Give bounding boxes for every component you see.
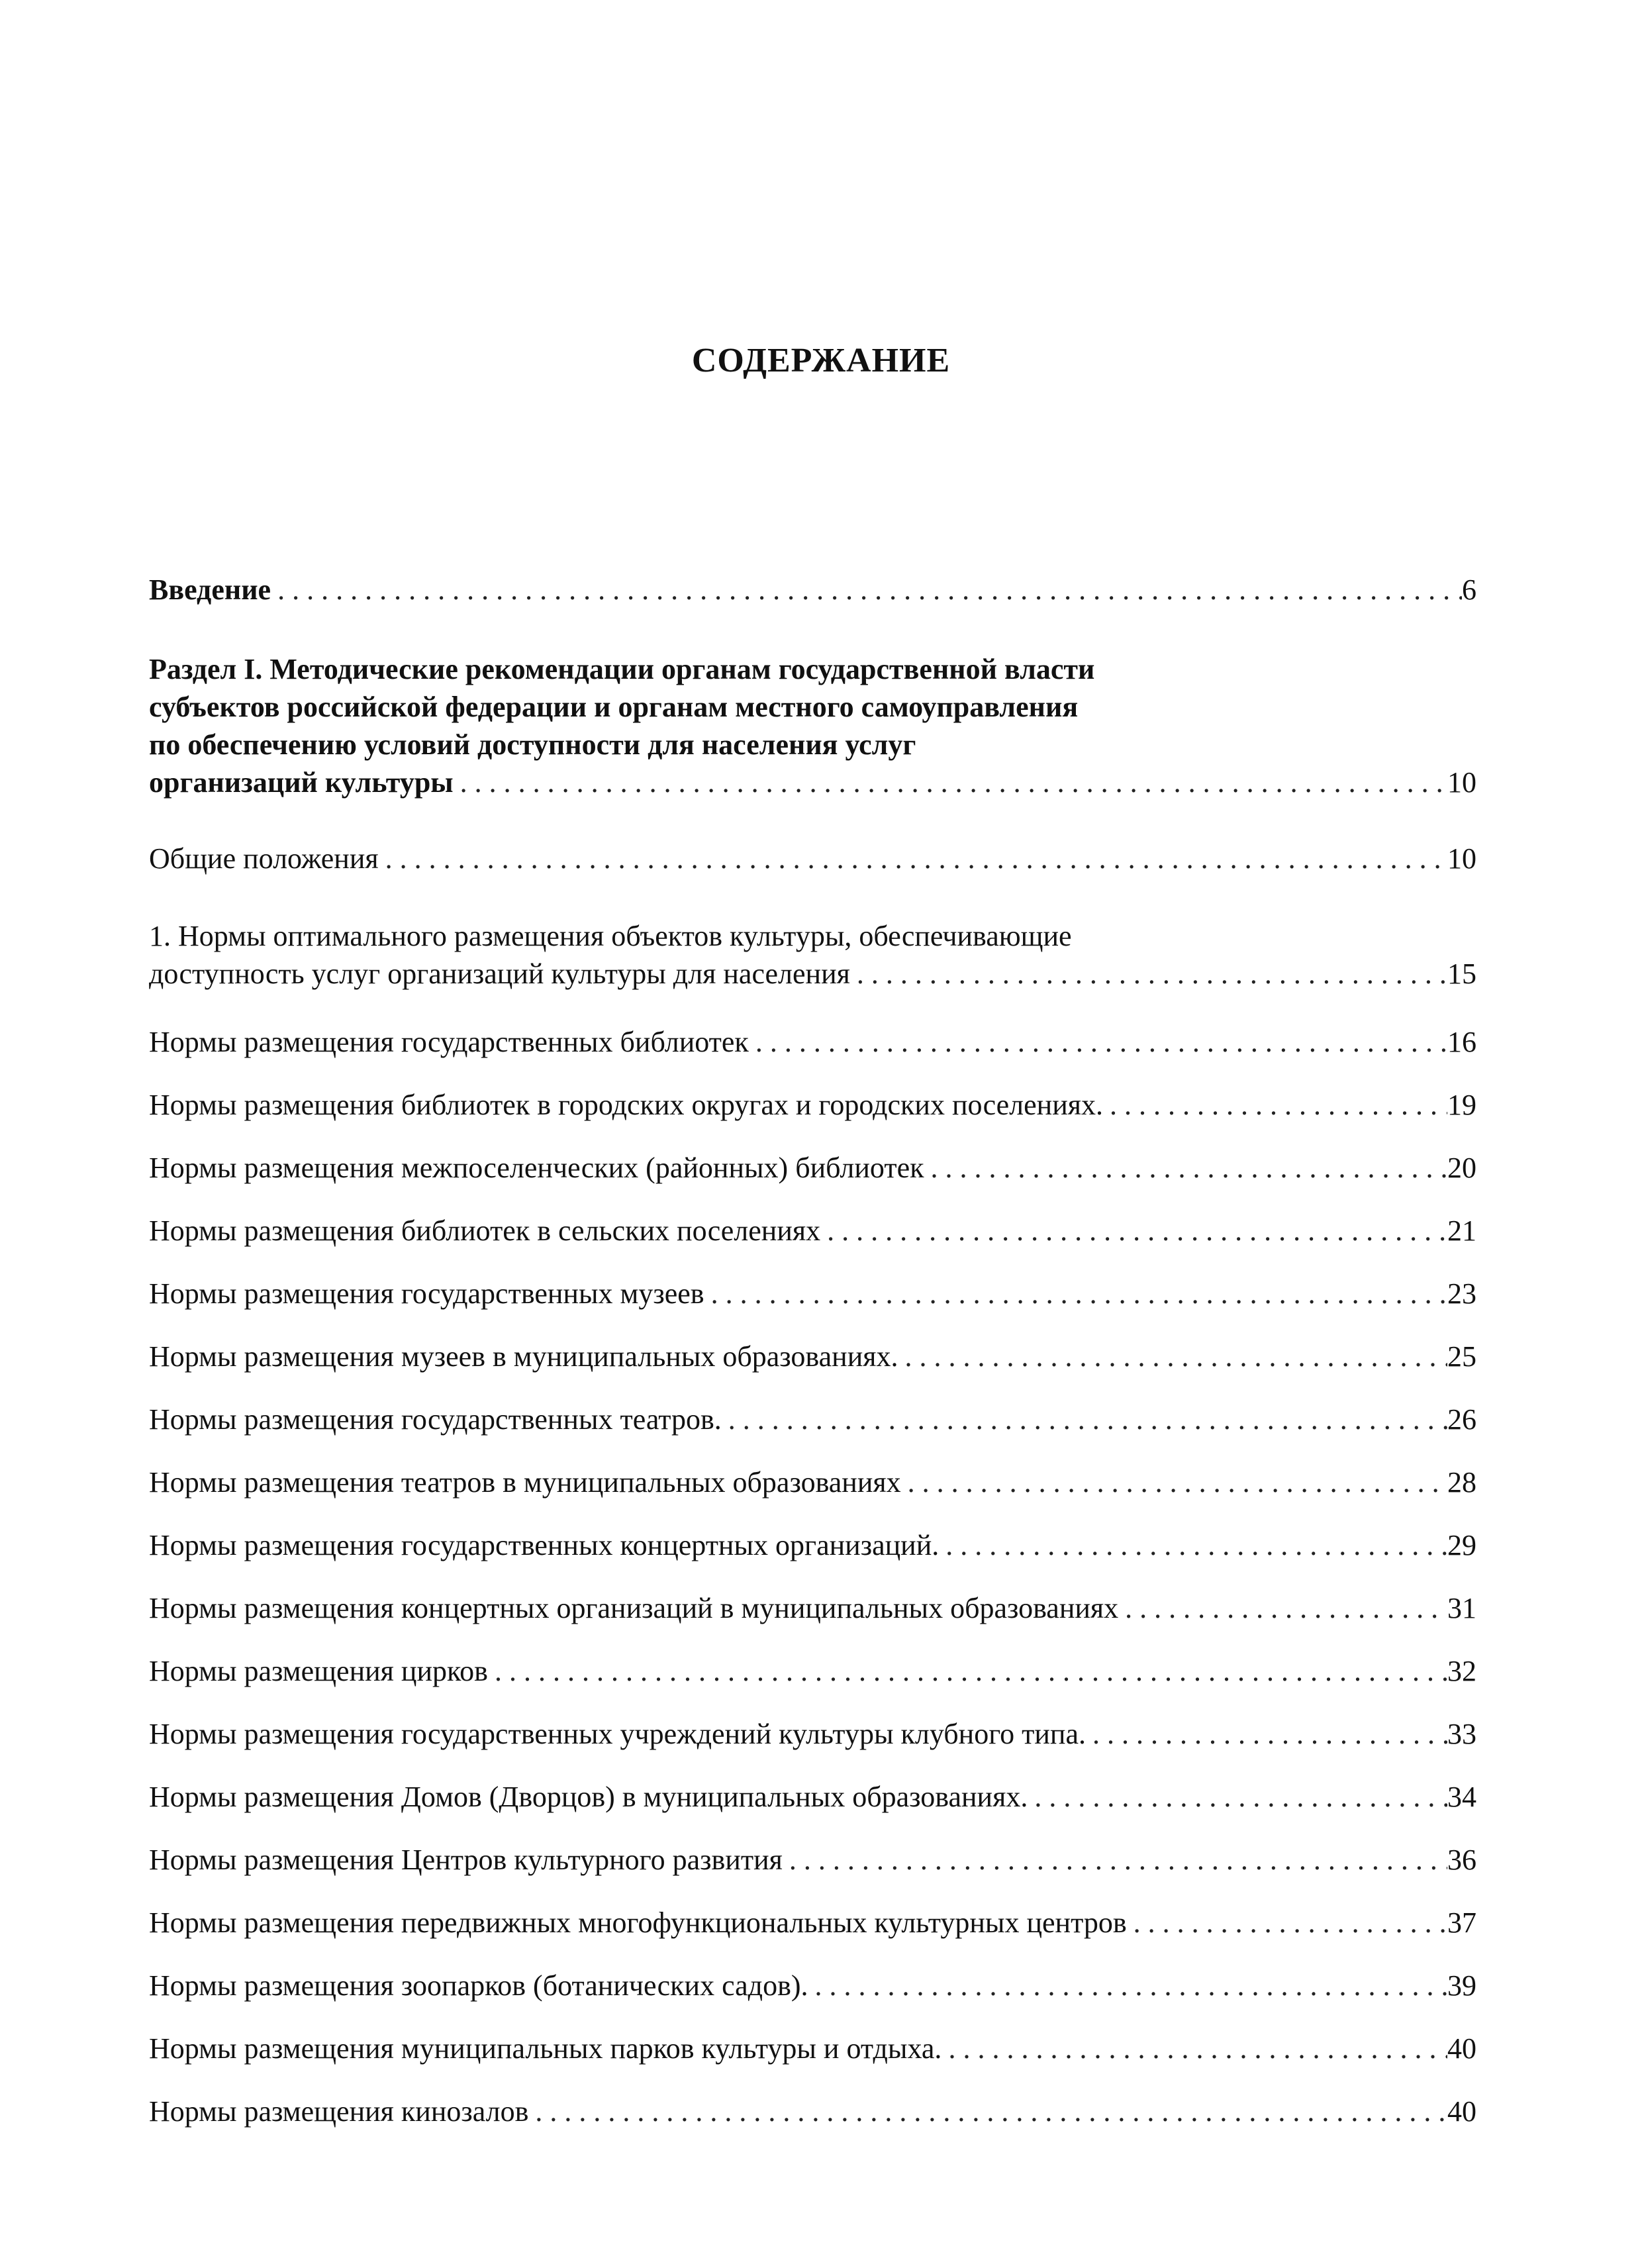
toc-entry-text: Нормы размещения государственных музеев [149, 1277, 704, 1310]
toc-entry-state-theatres[interactable] [149, 1401, 1476, 1438]
toc-entry-state-museums[interactable] [149, 1275, 1476, 1312]
toc-entry-line: субъектов российской федерации и органам местного самоуправления [149, 691, 1079, 723]
toc-entry-introduction[interactable] [149, 571, 1476, 609]
toc-entry-text: Нормы размещения передвижных многофункциональных культурных центров [149, 1906, 1127, 1939]
toc-entry-row [149, 1652, 1476, 1690]
page-number: 37 [1447, 1906, 1476, 1939]
dot-leader [850, 955, 1447, 993]
dot-leader [1086, 1715, 1447, 1753]
page-number: 29 [1447, 1529, 1476, 1561]
toc-entry-text: Нормы размещения Домов (Дворцов) в муниципальных образованиях. [149, 1781, 1028, 1813]
dot-leader [1028, 1778, 1447, 1816]
dot-leader [488, 1652, 1447, 1690]
dot-leader [808, 1967, 1448, 2004]
toc-entry-text: Нормы размещения библиотек в сельских поселениях [149, 1214, 821, 1247]
toc-entry-text: доступность услуг организаций культуры для населения [149, 958, 850, 990]
toc-entry-parks[interactable] [149, 2030, 1476, 2067]
toc-entry-row [149, 1275, 1476, 1312]
toc-entry-row [149, 1401, 1476, 1438]
toc-entry-text: Нормы размещения цирков [149, 1655, 488, 1687]
toc-entry-row [149, 1589, 1476, 1627]
toc-entry-row [149, 2030, 1476, 2067]
toc-entry-text: Общие положения [149, 842, 379, 875]
toc-entry-mobile-cultural-centers[interactable] [149, 1904, 1476, 1942]
toc-entry-text: Нормы размещения концертных организаций в муниципальных образованиях [149, 1592, 1119, 1624]
toc-entry-text: Нормы размещения государственных библиотек [149, 1026, 749, 1058]
toc-entry-line: 1. Нормы оптимального размещения объектов культуры, обеспечивающие [149, 920, 1072, 952]
dot-leader [528, 2093, 1447, 2130]
dot-leader [783, 1841, 1447, 1879]
page-number: 36 [1447, 1844, 1476, 1876]
toc-entry-text: Нормы размещения Центров культурного развития [149, 1844, 783, 1876]
dot-leader [722, 1401, 1447, 1438]
page-number: 32 [1447, 1655, 1476, 1687]
dot-leader [454, 764, 1447, 801]
toc-entry-row [149, 1778, 1476, 1816]
page-number: 28 [1447, 1466, 1476, 1499]
page-number: 34 [1447, 1781, 1476, 1813]
toc-entry-row [149, 955, 1476, 993]
toc-entry-text: Нормы размещения зоопарков (ботанических садов). [149, 1969, 808, 2002]
toc-entry-text: организаций культуры [149, 766, 454, 799]
page-number: 26 [1447, 1403, 1476, 1436]
toc-entry-text: Введение [149, 573, 271, 606]
dot-leader [924, 1149, 1448, 1187]
page-number: 39 [1447, 1969, 1476, 2002]
toc-entry-cinemas[interactable] [149, 2093, 1476, 2130]
page-number: 33 [1447, 1718, 1476, 1750]
toc-entry-placement-norms[interactable] [149, 917, 1476, 993]
toc-entry-circuses[interactable] [149, 1652, 1476, 1690]
toc-entry-zoos[interactable] [149, 1967, 1476, 2004]
dot-leader [901, 1463, 1447, 1501]
toc-entry-row [149, 2093, 1476, 2130]
toc-entry-line: по обеспечению условий доступности для населения услуг [149, 728, 916, 761]
toc-entry-text: Нормы размещения межпоселенческих (районных) библиотек [149, 1152, 924, 1184]
toc-entry-urban-libraries[interactable] [149, 1086, 1476, 1124]
dot-leader [271, 571, 1462, 609]
page-number: 20 [1447, 1152, 1476, 1184]
toc-entry-municipal-theatres[interactable] [149, 1463, 1476, 1501]
toc-entry-text: Нормы размещения музеев в муниципальных образованиях. [149, 1340, 898, 1373]
dot-leader [704, 1275, 1447, 1312]
toc-entry-cultural-development-centers[interactable] [149, 1841, 1476, 1879]
page-number: 31 [1447, 1592, 1476, 1624]
page-number: 10 [1447, 766, 1476, 799]
toc-entry-text: Нормы размещения кинозалов [149, 2095, 529, 2128]
page-number: 16 [1447, 1026, 1476, 1058]
dot-leader [1103, 1086, 1447, 1124]
toc-entry-club-institutions[interactable] [149, 1715, 1476, 1753]
dot-leader [1127, 1904, 1447, 1942]
toc-entry-row [149, 1338, 1476, 1375]
toc-entry-municipal-concert-orgs[interactable] [149, 1589, 1476, 1627]
toc-entry-row [149, 764, 1476, 801]
toc-entry-row [149, 1841, 1476, 1879]
page-number: 15 [1447, 958, 1476, 990]
toc-entry-row [149, 1086, 1476, 1124]
page-number: 21 [1447, 1214, 1476, 1247]
toc-entry-row [149, 1967, 1476, 2004]
toc-entry-state-libraries[interactable] [149, 1023, 1476, 1061]
page-number: 40 [1447, 2095, 1476, 2128]
toc-entry-text: Нормы размещения театров в муниципальных образованиях [149, 1466, 901, 1499]
page-number: 25 [1447, 1340, 1476, 1373]
toc-entry-line: Раздел I. Методические рекомендации органам государственной власти [149, 653, 1095, 685]
toc-entry-text: Нормы размещения библиотек в городских округах и городских поселениях. [149, 1089, 1103, 1121]
toc-entry-row [149, 571, 1476, 609]
toc-entry-row [149, 1904, 1476, 1942]
toc-entry-row [149, 1715, 1476, 1753]
toc-entry-houses-palaces[interactable] [149, 1778, 1476, 1816]
toc-entry-section-1[interactable] [149, 650, 1476, 801]
dot-leader [939, 1526, 1447, 1564]
toc-entry-text: Нормы размещения муниципальных парков культуры и отдыха. [149, 2032, 942, 2065]
page-number: 40 [1447, 2032, 1476, 2065]
toc-entry-row [149, 1526, 1476, 1564]
toc-entry-rural-libraries[interactable] [149, 1212, 1476, 1250]
toc-entry-row [149, 1023, 1476, 1061]
page-number: 19 [1447, 1089, 1476, 1121]
page-title: СОДЕРЖАНИЕ [691, 342, 951, 379]
dot-leader [820, 1212, 1447, 1250]
dot-leader [749, 1023, 1447, 1061]
toc-entry-municipal-museums[interactable] [149, 1338, 1476, 1375]
page-number: 10 [1447, 842, 1476, 875]
dot-leader [1118, 1589, 1447, 1627]
toc-entry-district-libraries[interactable] [149, 1149, 1476, 1187]
toc-entry-general-provisions[interactable] [149, 840, 1476, 877]
page-number: 23 [1447, 1277, 1476, 1310]
toc-entry-row [149, 1463, 1476, 1501]
toc-entry-row [149, 1149, 1476, 1187]
dot-leader [942, 2030, 1447, 2067]
dot-leader [898, 1338, 1447, 1375]
toc-entry-text: Нормы размещения государственных концертных организаций. [149, 1529, 940, 1561]
page-number: 6 [1462, 573, 1476, 606]
toc-entry-state-concert-orgs[interactable] [149, 1526, 1476, 1564]
toc-entry-row [149, 1212, 1476, 1250]
toc-entry-text: Нормы размещения государственных учреждений культуры клубного типа. [149, 1718, 1087, 1750]
toc-entry-text: Нормы размещения государственных театров. [149, 1403, 722, 1436]
toc-entry-row [149, 840, 1476, 877]
dot-leader [379, 840, 1447, 877]
